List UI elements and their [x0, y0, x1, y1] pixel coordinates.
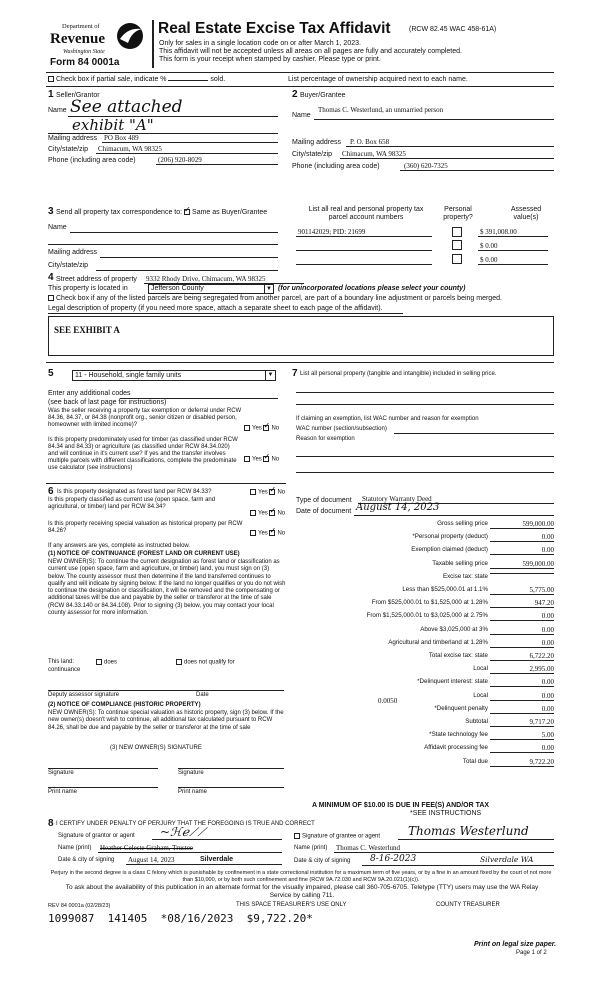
grantee-date-label: Date & city of signing: [294, 858, 351, 864]
tax-row-value[interactable]: 5.00: [490, 731, 554, 740]
certify-statement: I CERTIFY UNDER PENALTY OF PERJURY THAT THE FOREGOING IS TRUE AND CORRECT: [56, 821, 315, 827]
section-1-number: 1: [48, 89, 54, 100]
does-not-option: [176, 659, 235, 667]
correspondence-label: Send all property tax correspondence to:: [56, 209, 183, 216]
assessed-col-header: [504, 206, 548, 222]
exemption-question: Was the seller receiving a property tax exemption or deferral under RCW 84.36, 84.37, or 84.38 (nonprofit org., senior citizen or disabled person, homeowner with limited income)?: [48, 408, 242, 428]
legal-description-box[interactable]: [48, 316, 554, 356]
timber-question: Is this property predominately used for timber (as classified under RCW 84.34 and 84.33) or agriculture (as classified under RCW 84.34.020) and will continue in it's current use? If yes and the transfer involves multiple parcels with different classifications, complete the predominate use calculator (see instructions): [48, 437, 238, 471]
rule: [46, 483, 286, 484]
timber-no-checkbox[interactable]: [263, 456, 269, 462]
does-option: [96, 659, 117, 667]
new-owner-sig-line-2: [178, 768, 284, 769]
tax-row-value[interactable]: [490, 573, 554, 574]
rev-label: REV 84 0001a (02/28/23): [48, 903, 111, 909]
see-instructions: *SEE INSTRUCTIONS: [410, 810, 482, 817]
tax-row-label: From $1,525,000.01 to $3,025,000 at 2.75%: [366, 612, 488, 619]
timber-yes-checkbox[interactable]: [244, 456, 250, 462]
reason-line-2: [296, 472, 554, 473]
seller-phone-label: Phone (including area code): [48, 157, 136, 164]
grantor-date-label: Date & city of signing: [58, 857, 115, 863]
signature-label-1: Signature: [48, 770, 74, 776]
yes-label: Yes: [252, 456, 262, 463]
buyer-phone-value[interactable]: (360) 620-7325: [404, 162, 448, 170]
buyer-mailing-label: Mailing address: [292, 139, 342, 146]
section-8-number: 8: [48, 818, 54, 829]
tax-row-label: Above $3,025,000 at 3%: [420, 626, 488, 633]
legal-paper-note: Print on legal size paper.: [474, 941, 557, 948]
current-use-yes-checkbox[interactable]: [250, 510, 256, 516]
form-citation: (RCW 82.45 WAC 458-61A): [409, 26, 497, 33]
this-land-label: This land:: [48, 659, 75, 665]
buyer-name-label: Name: [292, 112, 311, 119]
section-2-number: 2: [292, 89, 298, 100]
parcel-col-1: List all real and personal property tax: [308, 206, 424, 213]
doc-date-value[interactable]: August 14, 2023: [356, 502, 440, 513]
alt-format-note: To ask about the availability of this publication in an alternate format for the visually impaired, please call 360-705-6705. Teletype (TTY) users may use the WA Relay Service by calling 711.: [65, 884, 539, 899]
tax-row-label: Gross selling price: [437, 520, 488, 527]
chevron-down-icon[interactable]: ▼: [264, 285, 273, 293]
exemption-no-checkbox[interactable]: [263, 425, 269, 431]
doc-type-value[interactable]: Statutory Warranty Deed: [362, 495, 432, 503]
grantee-date-value[interactable]: 8-16-2023: [370, 854, 417, 864]
grantee-date-line: [362, 865, 554, 866]
doc-date-label: Date of document: [296, 508, 352, 515]
see-back-label: (see back of last page for instructions): [48, 399, 167, 406]
continuance-label: continuance: [48, 667, 81, 673]
tax-row-value[interactable]: 5,775.00: [490, 586, 554, 595]
tax-row-value[interactable]: 0.00: [490, 612, 554, 621]
segregated-row: [48, 295, 502, 303]
buyer-phone-line: [400, 170, 554, 171]
section-5-number: 5: [48, 368, 54, 379]
personal-line-1: [296, 392, 554, 393]
street-value[interactable]: 9332 Rhody Drive, Chimacum, WA 98325: [146, 275, 266, 283]
parcel-line-2: [296, 250, 432, 251]
forest-yes-checkbox[interactable]: [250, 489, 256, 495]
parcel-value-line-2: [478, 250, 548, 251]
yes-label: Yes: [258, 510, 268, 517]
tax-row-value[interactable]: 599,000.00: [490, 560, 554, 569]
section-7-number: 7: [292, 368, 298, 379]
deputy-sig-label: Deputy assessor signature: [48, 692, 120, 698]
yes-label: Yes: [258, 530, 268, 537]
personal-col-1: Personal: [444, 206, 472, 213]
does-not-checkbox[interactable]: [176, 659, 182, 665]
tax-row-label: Less than $525,000.01 at 1.1%: [402, 586, 488, 593]
use-code-value: 11 - Household, single family units: [75, 372, 182, 379]
parcel-row-2-value[interactable]: $ 0.00: [480, 242, 498, 250]
tax-row-value[interactable]: 0.00: [490, 546, 554, 555]
current-use-question: Is this property classified as current use (open space, farm and agricultural, or timber) land per RCW 84.34?: [48, 497, 216, 510]
list-personal-property: List all personal property (tangible and intangible) included in selling price.: [300, 371, 497, 377]
page-number: Page 1 of 2: [516, 950, 547, 956]
timber-answer: [244, 456, 279, 464]
tax-row-value[interactable]: 0.00: [490, 692, 554, 701]
parcel-row-2-personal-checkbox[interactable]: [452, 240, 462, 250]
tax-row-value[interactable]: 0.00: [490, 639, 554, 648]
county-treasurer: COUNTY TREASURER: [436, 902, 500, 908]
parcel-row-1-value[interactable]: $ 391,008.00: [480, 228, 517, 236]
buyer-city-line: [340, 158, 554, 159]
dor-logo: [48, 20, 148, 70]
notice-2-title: (2) NOTICE OF COMPLIANCE (HISTORIC PROPERTY): [48, 702, 201, 708]
notice-1-title: (1) NOTICE OF CONTINUANCE (FOREST LAND OR CURRENT USE): [48, 551, 240, 557]
parcel-value-line-1: [478, 236, 548, 237]
grantee-city-value[interactable]: Silverdale WA: [480, 855, 534, 864]
tax-row-label: Exemption claimed (deduct): [411, 546, 488, 553]
tax-row-value[interactable]: 0.00: [490, 705, 554, 714]
header-divider: [152, 20, 154, 68]
does-label: does: [104, 659, 118, 666]
historical-no-checkbox[interactable]: [269, 530, 275, 536]
grantee-name-label: Name (print): [294, 845, 328, 851]
subtitle-3: This form is your receipt when stamped by cashier. Please type or print.: [159, 56, 381, 63]
tax-row-value[interactable]: 0.00: [490, 533, 554, 542]
county-select[interactable]: [148, 284, 274, 294]
grantee-sig-line: [398, 839, 554, 840]
tax-row-label: Local: [473, 692, 488, 699]
same-as-buyer-checkbox[interactable]: [184, 209, 190, 215]
grantee-name-value[interactable]: Thomas C. Westerlund: [336, 844, 401, 852]
exemption-answer: [244, 425, 279, 433]
corr-mailing-label: Mailing address: [48, 249, 98, 256]
grantor-signature[interactable]: ~ℋℯ⟋⟋: [160, 825, 206, 839]
grantor-date-value[interactable]: August 14, 2023: [128, 856, 175, 864]
print-name-line-1: [48, 787, 158, 788]
partial-sale-label: Check box if partial sale, indicate %: [56, 76, 167, 83]
buyer-city-label: City/state/zip: [292, 151, 333, 158]
located-label: This property is located in: [48, 285, 128, 292]
no-label: No: [277, 530, 286, 537]
partial-sale-checkbox[interactable]: [48, 76, 54, 82]
buyer-name-value[interactable]: Thomas C. Westerlund, an unmarried person: [318, 106, 444, 114]
current-use-answer: [250, 510, 285, 518]
dor-swoosh-icon: [114, 21, 146, 51]
grantee-name-line: [334, 852, 554, 853]
seller-name-handwritten-2: exhibit "A": [72, 116, 154, 134]
revenue-word: Revenue: [50, 31, 105, 47]
washington-state: Washington State: [63, 49, 105, 55]
seller-section-label: Seller/Grantor: [56, 92, 100, 99]
tax-row-label: *Delinquent interest: state: [417, 678, 488, 685]
unincorporated-note: (for unincorporated locations please select your county): [278, 285, 466, 292]
legal-label-rule: [48, 313, 403, 314]
grantor-name-line: [98, 852, 282, 853]
grantor-city-value[interactable]: Silverdale: [200, 856, 234, 863]
correspondence-row: [56, 209, 267, 217]
buyer-mailing-line: [346, 146, 554, 147]
tax-row-label: Local: [473, 665, 488, 672]
parcel-line-1: [296, 236, 432, 237]
tax-row-value[interactable]: 599,000.00: [490, 520, 554, 529]
tax-row-label: Total excise tax: state: [428, 652, 488, 659]
rule: [46, 86, 554, 87]
parcel-value-line-3: [478, 264, 548, 265]
tax-row-label: From $525,000.01 to $1,525,000 at 1.28%: [371, 599, 488, 606]
corr-name-label: Name: [48, 224, 67, 231]
legal-label: Legal description of property (if you need more space, attach a separate sheet to each page of the affidavit).: [48, 305, 383, 312]
subtitle-1: Only for sales in a single location code on or after March 1, 2023.: [159, 40, 361, 47]
personal-col-header: [438, 206, 478, 222]
rule: [46, 362, 554, 363]
seller-mailing-line: [102, 142, 278, 143]
historical-answer: [250, 530, 285, 538]
chevron-down-icon[interactable]: ▼: [265, 371, 275, 380]
wac-label: WAC number (section/subsection): [296, 426, 387, 432]
buyer-phone-label: Phone (including area code): [292, 163, 380, 170]
same-as-buyer-label: Same as Buyer/Grantee: [192, 209, 268, 216]
no-label: No: [271, 425, 280, 432]
no-label: No: [271, 456, 280, 463]
segregated-checkbox[interactable]: [48, 295, 54, 301]
exemption-yes-checkbox[interactable]: [244, 425, 250, 431]
tax-row-value[interactable]: 0.00: [490, 744, 554, 753]
section-6-number: 6: [48, 486, 54, 497]
partial-sale-row: [48, 76, 225, 84]
deputy-sig-line: [48, 690, 284, 691]
seller-mailing-value[interactable]: PO Box 489: [104, 134, 139, 142]
seller-name-label: Name: [48, 107, 67, 114]
seller-phone-line: [156, 164, 278, 165]
seller-phone-value[interactable]: (206) 920-8029: [158, 156, 202, 164]
parcel-row-3-value[interactable]: $ 0.00: [480, 256, 498, 264]
tax-row-label: Agricultural and timberland at 1.28%: [388, 639, 488, 646]
tax-row-label: *State technology fee: [429, 731, 488, 738]
minimum-note: A MINIMUM OF $10.00 IS DUE IN FEE(S) AND/OR TAX: [312, 802, 490, 809]
corr-mailing-line: [100, 257, 278, 258]
doc-date-line: [354, 515, 554, 516]
street-label: Street address of property: [56, 276, 137, 283]
form-title: Real Estate Excise Tax Affidavit: [158, 20, 391, 37]
tax-row-value[interactable]: 947.20: [490, 599, 554, 608]
segregated-note: Check box if any of the listed parcels are being segregated from another parcel, are part of a boundary line adjustment or parcels being merged.: [56, 295, 502, 302]
corr-name-line: [70, 232, 278, 233]
grantor-name-label: Name (print): [58, 845, 92, 851]
parcel-line-3: [296, 264, 432, 265]
treasurer-use: THIS SPACE TREASURER'S USE ONLY: [236, 902, 347, 908]
seller-name-handwritten: See attached: [70, 97, 183, 117]
grantor-date-line: [126, 864, 282, 865]
new-owner-signature-label: (3) NEW OWNER(S) SIGNATURE: [110, 745, 202, 751]
does-not-label: does not qualify for: [184, 659, 235, 666]
personal-col-2: property?: [443, 214, 473, 221]
grantee-sig-label-text: Signature of grantee or agent: [302, 833, 381, 840]
exemption-claim-label: If claiming an exemption, list WAC number and reason for exemption: [296, 416, 479, 422]
buyer-mailing-value[interactable]: P. O. Box 658: [350, 138, 390, 146]
tax-row-value[interactable]: 9,717.20: [490, 718, 554, 727]
seller-city-label: City/state/zip: [48, 146, 89, 153]
sold-label: sold.: [210, 76, 226, 83]
use-code-select[interactable]: [72, 370, 276, 381]
tax-row-value[interactable]: 9,722.20: [490, 758, 554, 767]
parcel-row-1-personal-checkbox[interactable]: [452, 227, 462, 237]
tax-row-value[interactable]: 2,995.00: [490, 665, 554, 674]
buyer-section-label: Buyer/Grantee: [300, 92, 346, 99]
no-label: No: [277, 510, 286, 517]
parcel-row-3-personal-checkbox[interactable]: [452, 254, 462, 264]
forest-answer: [250, 489, 285, 497]
cashier-stamp: 1099087 141405 *08/16/2023 $9,722.20*: [48, 912, 313, 925]
grantor-name-value[interactable]: Heather Celeste Graham, Trustee: [100, 844, 193, 852]
historical-yes-checkbox[interactable]: [250, 530, 256, 536]
tax-row-label: Taxable selling price: [432, 560, 488, 567]
notice-2-text: NEW OWNER(S): To continue special valuation as historic property, sign (3) below. If the new owner(s) doesn't wish to continue, all additional tax calculated pursuant to RCW 84.26, shall be due and payable by the seller or transferor at the time of sale: [48, 710, 284, 731]
does-checkbox[interactable]: [96, 659, 102, 665]
no-label: No: [277, 489, 286, 496]
tax-row-label: *Delinquent penalty: [434, 705, 488, 712]
seller-city-value[interactable]: Chimacum, WA 98325: [98, 145, 162, 153]
dept-line: Department of: [62, 23, 100, 30]
notice-1-text: NEW OWNER(S): To continue the current designation as forest land or classification as current use (open space, farm and agriculture, or timber) land, you must sign on (3) below. The county assessor must then determine if the land transferred continues to qualify and will indicate by signing below. If the land no longer qualifies or you do not wish to continue the designation or classification, it will be removed and the compensating or additional taxes will be due and payable by the seller or transferor at the time of sale (RCW 84.33.140 or 84.34.108). Prior to signing (3) below, you may contact your local county assessor for more information.: [48, 559, 286, 617]
tax-row-label: Affidavit processing fee: [424, 744, 488, 751]
grantor-sig-line: [152, 839, 282, 840]
subtitle-2: This affidavit will not be accepted unless all areas on all pages are fully and accurately completed.: [159, 48, 462, 55]
grantor-sig-label: Signature of grantor or agent: [58, 833, 135, 839]
corr-city-label: City/state/zip: [48, 262, 89, 269]
tax-row-value[interactable]: 0.00: [490, 626, 554, 635]
reason-line-1: [296, 456, 554, 457]
if-yes-note: If any answers are yes, complete as instructed below.: [48, 543, 191, 549]
tax-row-label: *Personal property (deduct): [412, 533, 488, 540]
county-select-value: Jefferson County: [151, 285, 204, 292]
doc-type-label: Type of document: [296, 497, 352, 504]
parcel-row-1-id[interactable]: 901142029; PID: 21699: [298, 228, 366, 236]
yes-label: Yes: [258, 489, 268, 496]
additional-codes-label: Enter any additional codes: [48, 390, 131, 397]
assessed-col-2: value(s): [513, 214, 539, 221]
header-rule: [46, 72, 554, 73]
current-use-no-checkbox[interactable]: [269, 510, 275, 516]
forest-question: Is this property designated as forest land per RCW 84.33?: [57, 489, 212, 495]
wac-line: [394, 433, 554, 434]
grantee-sig-label: [294, 833, 380, 841]
section-4-number: 4: [48, 272, 54, 283]
reason-label: Reason for exemption: [296, 436, 355, 442]
section-3-number: 3: [48, 206, 54, 217]
print-name-label-1: Print name: [48, 789, 78, 795]
corr-city-line: [96, 270, 278, 271]
buyer-city-value[interactable]: Chimacum, WA 98325: [342, 150, 406, 158]
tax-row-label: Subtotal: [465, 718, 488, 725]
seller-name-line-2: [48, 133, 278, 134]
grantee-agent-checkbox[interactable]: [294, 833, 300, 839]
assessed-col-1: Assessed: [510, 206, 542, 213]
print-name-line-2: [178, 787, 284, 788]
tax-row-value[interactable]: 6,722.20: [490, 652, 554, 661]
parcel-col-header: [300, 206, 432, 222]
signature-label-2: Signature: [178, 770, 204, 776]
deputy-date-label: Date: [196, 692, 209, 698]
perjury-note: Perjury in the second degree is a class C felony which is punishable by confinement in a state correctional institution for a maximum term of five years, or by a fine in an amount fixed by the court of not more than $10,000, or by both such confinement and fine (RCW 9A.72.030 and RCW 9A.20.021(1)(c)).: [50, 870, 552, 883]
legal-description-value: SEE EXHIBIT A: [54, 325, 120, 335]
print-name-label-2: Print name: [178, 789, 208, 795]
grantee-signature[interactable]: Thomas Westerlund: [408, 824, 529, 838]
local-rate: 0.0050: [378, 697, 398, 705]
forest-no-checkbox[interactable]: [269, 489, 275, 495]
seller-mailing-label: Mailing address: [48, 135, 98, 142]
new-owner-sig-line-1: [48, 768, 158, 769]
corr-name-line-2: [48, 244, 278, 245]
seller-city-line: [96, 153, 278, 154]
form-number: Form 84 0001a: [50, 57, 120, 68]
tax-row-value[interactable]: 0.00: [490, 678, 554, 687]
personal-line-2: [296, 404, 554, 405]
yes-label: Yes: [252, 425, 262, 432]
tax-row-label: Excise tax: state: [442, 573, 488, 580]
buyer-name-line: [314, 119, 554, 120]
historical-question: Is this property receiving special valuation as historical property per RCW 84.26?: [48, 521, 243, 534]
tax-row-label: Total due: [462, 758, 488, 765]
parcel-col-2: parcel account numbers: [328, 214, 404, 221]
percentage-note: List percentage of ownership acquired next to each name.: [288, 76, 468, 83]
